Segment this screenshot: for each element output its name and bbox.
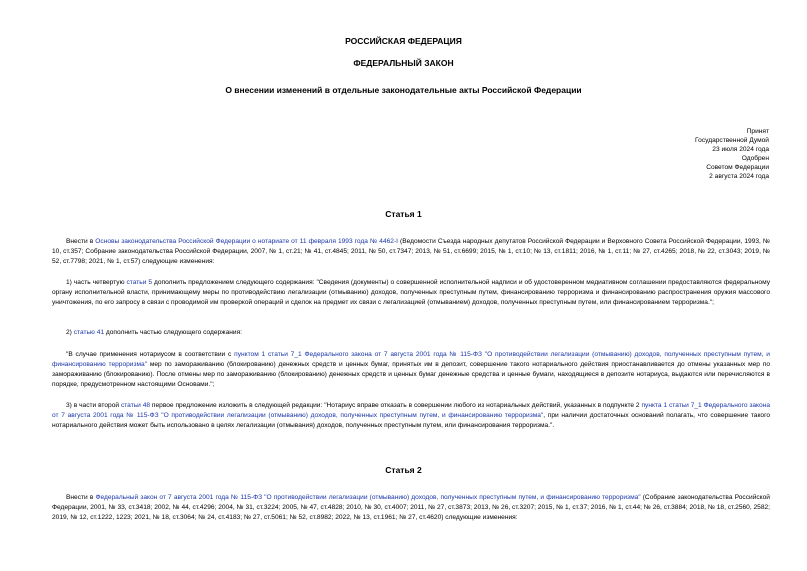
article-1-item-3 [52, 401, 770, 431]
country-heading: РОССИЙСКАЯ ФЕДЕРАЦИЯ [345, 36, 462, 46]
intro-text: (Собрание законодательства Российской Федерации, 2001, № 33, ст.3418; 2002, № 44, ст.4296; 2004, № 31, ст.3224; 2005, № 47, ст.4828; 2010, № 30, ст.4007; 2011, № 27, ст.3873; 2013, № 26, ст.3207; 2015, № 1, ст.37; 2016, № 1, ст.44; № 26, ст.3884; 2018, № 18, ст.2560, 2582; 2019, № 12, ст.1222, 1223; 2021, № 18, ст.3064; № 24, ст.4183; № 27, ст.5061; № 52, ст.8982; 2022, № 13, ст.1961; № 27, ст.4620) следующие изменения: [52, 494, 770, 521]
article-1-item-2-quote [52, 350, 770, 390]
intro-text: (Ведомости Съезда народных депутатов Российской Федерации и Верховного Совета Российской Федерации, 1993, № 10, ст.357; Собрание законодательства Российской Федерации, 2007, № 1, ст.21; № 41, ст.4845; 2011, № 50, ст.7347; 2013, № 51, ст.6699; 2015, № 1, ст.10; № 13, ст.1811; 2016, № 1, ст.11; № 27, ст.4265; 2018, № 22, ст.3043; 2019, № 52, ст.7798; 2021, № 1, ст.57) следующие изменения: [52, 238, 770, 265]
intro-text: Внести в [66, 494, 96, 501]
item-text: дополнить предложением следующего содержания: "Сведения (документы) о совершенной исполнительной надписи и об удостоверенном медиативном соглашении предоставляются федеральному органу исполнительной власти, принимающему меры по противодействию легализации (отмыванию) доходов, полученных преступным путем, финансированию терроризма и финансированию распространения оружия массового уничтожения, по его запросу в связи с проводимой им проверкой операций и сделок на предмет их связи с легализацией (отмыванием) доходов, полученных преступным путем, или финансированием терроризма."; [52, 279, 770, 306]
item-text: первое предложение изложить в следующей редакции: "Нотариус вправе отказать в совершении любого из нотариальных действий, указанных в подпункте 2 [150, 402, 642, 409]
article-1-intro [52, 237, 770, 267]
adoption-line: Советом Федерации [706, 164, 769, 171]
quote-text: мер по замораживанию (блокированию) денежных средств и ценных бумаг, принятых им в депозит, совершение такого нотариального действия приостанавливается до отмены указанных мер по замораживанию (блокированию). После отмены мер по замораживанию (блокированию) денежных средств и ценных бумаг денежные средства и ценные бумаги, находящиеся в депозите нотариуса, выдаются или перечисляются в порядке, предусмотренном настоящими Основами."; [52, 361, 770, 388]
adoption-block [695, 127, 769, 181]
article-1-item-1 [52, 278, 770, 308]
adoption-line: Государственной Думой [695, 137, 769, 144]
article-1-heading: Статья 1 [385, 209, 422, 219]
adoption-line: 2 августа 2024 года [709, 173, 769, 180]
law-title: О внесении изменений в отдельные законодательные акты Российской Федерации [225, 85, 582, 95]
article-48-link[interactable]: статьи 48 [120, 402, 151, 409]
article-2-intro [52, 493, 770, 523]
adoption-line: Одобрен [741, 155, 769, 162]
item-text: 2) [66, 329, 74, 336]
adoption-line: Принят [746, 128, 769, 135]
item-text: 3) в части второй [66, 402, 121, 409]
article-2-heading: Статья 2 [385, 465, 422, 475]
item-text: 1) часть четвертую [66, 279, 127, 286]
law-type-heading: ФЕДЕРАЛЬНЫЙ ЗАКОН [353, 58, 454, 68]
intro-text: Внести в [66, 238, 96, 245]
article-5-link[interactable]: статьи 5 [126, 279, 153, 286]
adoption-line: 23 июля 2024 года [712, 146, 769, 153]
item-text: дополнить частью следующего содержания: [104, 329, 242, 336]
law-115-fz-link[interactable]: Федеральный закон от 7 августа 2001 года № 115-ФЗ "О противодействии легализации (отмыванию) доходов, полученных преступным путем, и финансированию терроризма" [95, 494, 641, 501]
article-1-item-2 [52, 328, 770, 338]
notary-law-link[interactable]: Основы законодательства Российской Федерации о нотариате от 11 февраля 1993 года № 4462-I [95, 238, 398, 245]
quote-text: "В случае применения нотариусом в соответствии с [66, 351, 235, 358]
item-text: , при наличии достаточных оснований полагать, что совершение такого нотариального действия может быть использовано в целях легализации (отмывания) доходов, полученных преступным путем, или финансирования терроризма.". [52, 412, 770, 429]
law-115-fz-link[interactable]: пунктом 1 статьи 7_1 Федерального закона от 7 августа 2001 года № 115-ФЗ "О противодействии легализации (отмыванию) доходов, полученных преступным путем, и финансированию терроризма" [52, 351, 770, 368]
article-41-link[interactable]: статью 41 [73, 329, 105, 336]
law-115-fz-link[interactable]: пункта 1 статьи 7_1 Федерального закона от 7 августа 2001 года № 115-ФЗ "О противодействии легализации (отмыванию) доходов, полученных преступным путем, и финансированию терроризма" [52, 402, 770, 419]
